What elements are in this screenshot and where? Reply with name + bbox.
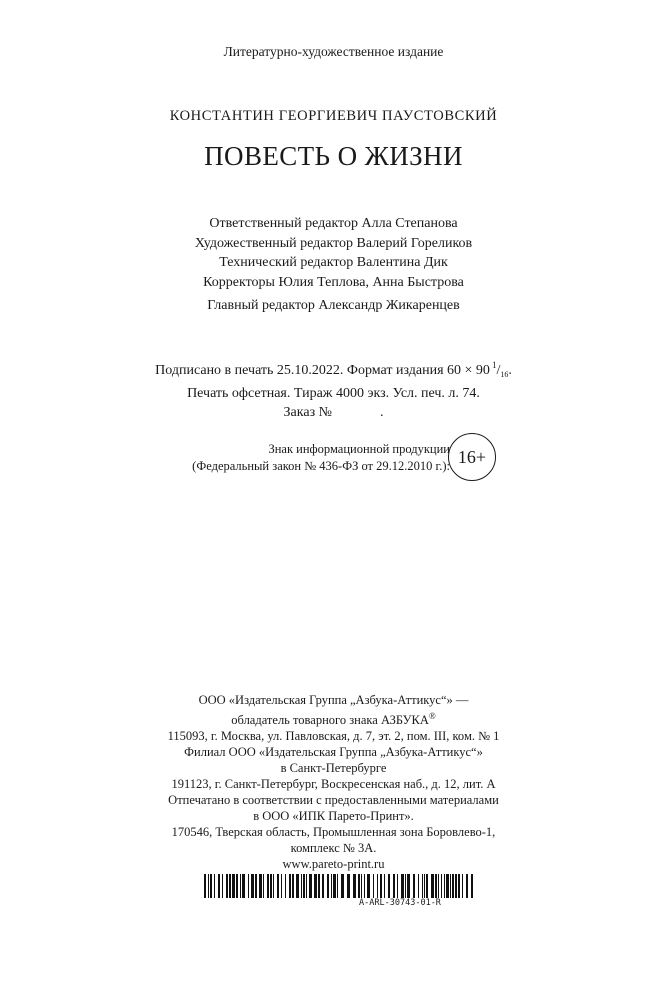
printer-line8: в ООО «ИПК Парето-Принт».	[253, 809, 414, 823]
age-rating-badge: 16+	[448, 433, 496, 481]
format-fraction-num: 1	[491, 360, 497, 370]
book-title: ПОВЕСТЬ О ЖИЗНИ	[204, 141, 463, 171]
publisher-line5: в Санкт-Петербурге	[280, 761, 387, 775]
age-info-line1: Знак информационной продукции	[268, 442, 450, 456]
age-info-line2: (Федеральный закон № 436-ФЗ от 29.12.2010 г.):	[192, 459, 450, 473]
publisher-block	[0, 692, 667, 872]
publisher-trademark-text: обладатель товарного знака АЗБУКА	[231, 713, 429, 727]
printer-line9: 170546, Тверская область, Промышленная зона Боровлево-1,	[171, 825, 496, 839]
barcode-graphic	[204, 874, 474, 898]
chief-editor: Главный редактор Александр Жикаренцев	[207, 298, 460, 313]
print-line-format: Подписано в печать 25.10.2022. Формат издания 60 × 90 $^1/_{16}$.	[155, 360, 512, 379]
responsible-editor: Ответственный редактор Алла Степанова	[209, 216, 458, 231]
publisher-line2	[0, 708, 667, 728]
publisher-line1: ООО «Издательская Группа „Азбука-Аттикус“» —	[198, 693, 469, 707]
proofreaders: Корректоры Юлия Теплова, Анна Быстрова	[203, 274, 464, 290]
tech-editor: Технический редактор Валентина Дик	[219, 255, 448, 270]
printer-website: www.pareto-print.ru	[282, 857, 385, 871]
registered-mark: ®	[428, 711, 436, 721]
credits-block	[0, 214, 667, 316]
format-text: Подписано в печать 25.10.2022. Формат издания 60 × 90	[155, 363, 490, 378]
publisher-line6: 191123, г. Санкт-Петербург, Воскресенская наб., д. 12, лит. А	[171, 777, 496, 791]
publisher-line3: 115093, г. Москва, ул. Павловская, д. 7, эт. 2, пом. III, ком. № 1	[167, 729, 500, 743]
order-label: Заказ №	[283, 405, 332, 420]
printer-line10: комплекс № 3А.	[290, 841, 377, 855]
printer-line7: Отпечатано в соответствии с предоставленными материалами	[168, 793, 499, 807]
print-info	[0, 356, 667, 422]
format-fraction-den: 16	[500, 370, 509, 379]
print-line-run: Печать офсетная. Тираж 4000 экз. Усл. печ. л. 74.	[187, 386, 480, 401]
art-editor: Художественный редактор Валерий Гореликов	[194, 235, 473, 251]
print-line-order	[0, 403, 667, 422]
age-rating-info	[160, 441, 450, 475]
barcode-code: A-ARL-30743-01-R	[359, 898, 441, 908]
author-name: КОНСТАНТИН ГЕОРГИЕВИЧ ПАУСТОВСКИЙ	[169, 108, 498, 124]
format-end: .	[508, 363, 512, 378]
order-end: .	[379, 405, 384, 420]
publisher-line4: Филиал ООО «Издательская Группа „Азбука-Аттикус“»	[184, 745, 483, 759]
edition-type: Литературно-художественное издание	[223, 44, 444, 59]
